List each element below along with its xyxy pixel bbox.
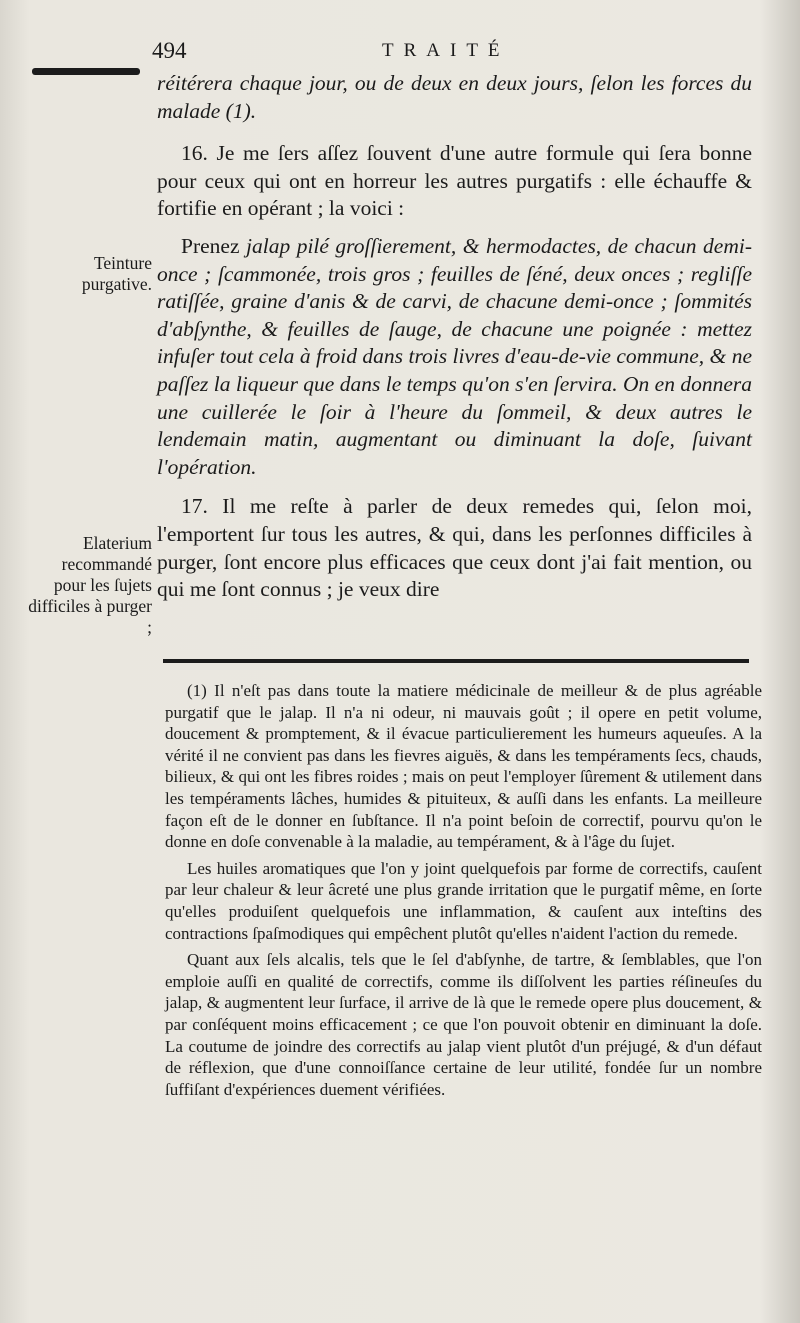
- footnotes: [165, 680, 762, 1100]
- footnote-divider: [163, 659, 749, 663]
- paragraph-17: 17. Il me reſte à parler de deux remedes qui, ſelon moi, l'emportent ſur tous les autres, & qui, dans les perſonnes difficiles à purger, ſont encore plus efficaces que ceux dont j'ai fait mention, ou qui me ſont connus ; je veux dire: [157, 494, 752, 602]
- footnote-1: (1) Il n'eſt pas dans toute la matiere médicinale de meilleur & de plus agréable purgatif que le jalap. Il n'a ni odeur, ni mauvais goût ; il opere en petit volume, doucement & promptement, & il évacue particulierement les humeurs aqueuſes. A la vérité il ne convient pas dans les fievres aiguës, & dans les tempéraments ſecs, chauds, bilieux, & qui ont les fibres roides ; mais on peut l'employer ſûrement & utilement dans les tempéraments lâches, humides & pituiteux, & auſſi dans les enfants. La meilleure façon eſt de le donner en ſubſtance. Il n'a point beſoin de correctif, pourvu qu'on le donne en doſe convenable à la maladie, au tempérament, & à l'âge du ſujet.: [165, 681, 762, 852]
- running-title: TRAITÉ: [382, 40, 510, 61]
- main-text: [157, 70, 752, 604]
- recipe-text: jalap pilé groſſierement, & hermodactes, de chacun demi-once ; ſcammonée, trois gros ; feuilles de ſéné, deux onces ; regliſſe ratiſſée, graine d'anis & de carvi, de chacune demi-once ; ſommités d'abſynthe, & feuilles de ſauge, de chacune une poignée : mettez infuſer tout cela à froid dans trois livres d'eau-de-vie commune, & ne paſſez la liqueur que dans le temps qu'on s'en ſervira. On en donnera une cuillerée le ſoir à l'heure du ſommeil, & deux autres le lendemain matin, augmentant ou diminuant la doſe, ſuivant l'opération.: [157, 233, 752, 479]
- paragraph-continuation: réitérera chaque jour, ou de deux en deux jours, ſelon les forces du malade (1).: [157, 71, 752, 123]
- recipe-lead: Prenez: [181, 233, 246, 258]
- footnote-3: Quant aux ſels alcalis, tels que le ſel d'abſynhe, de tartre, & ſemblables, que l'on emploie auſſi en qualité de correctifs, comme ils diſſolvent les parties réſineuſes du jalap, & augmentent leur ſurface, il arrive de là que le remede opere plus doucement, & par conſéquent moins efficacement ; ce que l'on pouvoit obtenir en diminuant la doſe. La coutume de joindre des correctifs au jalap vient plutôt d'un préjugé, & d'un défaut de réflexion, que d'une connoiſſance certaine de leur utilité, fondée ſur un nombre ſuffiſant d'expériences duement vérifiées.: [165, 950, 762, 1099]
- page-header: [150, 38, 750, 66]
- footnote-2: Les huiles aromatiques que l'on y joint quelquefois par forme de correctifs, cauſent par leur chaleur & leur âcreté une plus grande irritation que le purgatif même, en ſorte qu'elles produiſent quelquefois une inflammation, & cauſent aux inteſtins des contractions ſpaſmodiques qui empêchent plutôt qu'elles n'aident l'action du remede.: [165, 858, 762, 943]
- paragraph-16: 16. Je me ſers aſſez ſouvent d'une autre formule qui ſera bonne pour ceux qui ont en horreur les autres purgatifs : elle échauffe & fortifie en opérant ; la voici :: [157, 141, 752, 221]
- page-number: 494: [152, 38, 187, 63]
- paragraph-recipe: [157, 233, 752, 481]
- sidenote-teinture: Teinture purgative.: [81, 253, 152, 294]
- margin-rule: [32, 68, 140, 75]
- sidenote-elaterium: Elaterium recommandé pour les ſujets difficiles à purger ;: [28, 533, 152, 637]
